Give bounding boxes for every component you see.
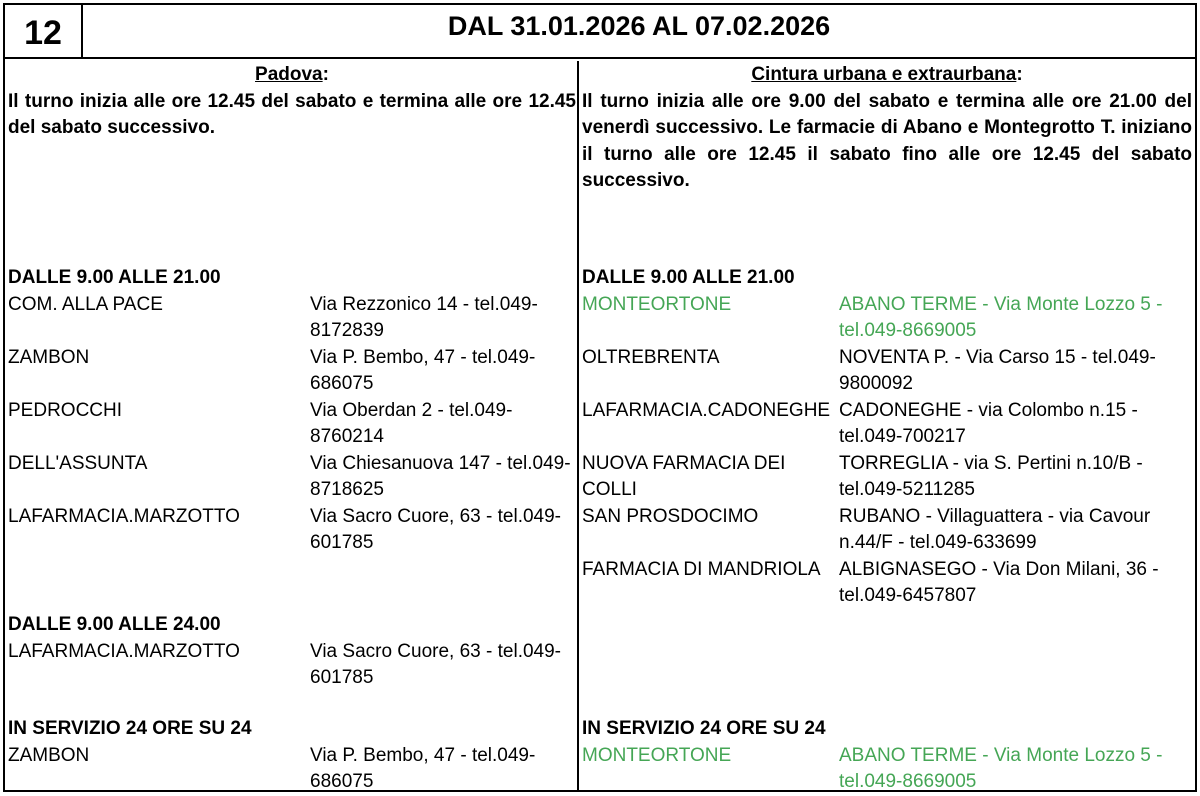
pharmacy-address: Via Chiesanuova 147 - tel.049-8718625 [310, 452, 571, 500]
pharmacy-address: Via P. Bembo, 47 - tel.049-686075 [310, 346, 536, 394]
pharmacy-name: LAFARMACIA.MARZOTTO [8, 640, 240, 662]
pharmacy-row [8, 504, 576, 557]
pharmacy-address: TORREGLIA - via S. Pertini n.10/B - tel.049-5211285 [839, 452, 1143, 500]
week-number: 12 [5, 5, 83, 57]
section [582, 265, 1192, 610]
pharmacy-name: PEDROCCHI [8, 399, 123, 421]
pharmacy-address: CADONEGHE - via Colombo n.15 - tel.049-700217 [839, 399, 1138, 447]
pharmacy-address: Via Oberdan 2 - tel.049-8760214 [310, 399, 513, 447]
pharmacy-name: LAFARMACIA.MARZOTTO [8, 505, 240, 527]
pharmacy-name: MONTEORTONE [582, 293, 732, 315]
column-title: Padova [255, 64, 323, 85]
section [582, 716, 1192, 796]
pharmacy-name: SAN PROSDOCIMO [582, 505, 759, 527]
section-heading: DALLE 9.00 ALLE 21.00 [8, 267, 221, 288]
intro-text: Il turno inizia alle ore 12.45 del sabato e termina alle ore 12.45 del sabato successivo. [8, 90, 576, 138]
pharmacy-name: FARMACIA DI MANDRIOLA [582, 558, 821, 580]
pharmacy-address: ALBIGNASEGO - Via Don Milani, 36 - tel.049-6457807 [839, 558, 1159, 606]
pharmacy-row [8, 292, 576, 345]
pharmacy-address: Via Rezzonico 14 - tel.049-8172839 [310, 293, 538, 341]
pharmacy-row [8, 639, 576, 692]
pharmacy-row [582, 557, 1192, 610]
pharmacy-address: Via P. Bembo, 47 - tel.049-686075 [310, 744, 536, 792]
pharmacy-address: Via Sacro Cuore, 63 - tel.049-601785 [310, 640, 562, 688]
pharmacy-name: DELL'ASSUNTA [8, 452, 148, 474]
pharmacy-row [582, 451, 1192, 504]
intro-text: Il turno inizia alle ore 9.00 del sabato e termina alle ore 21.00 del venerdì successivo. Le farmacie di Abano e Montegrotto T. iniziano il turno alle ore 12.45 il sabato fino alle ore 12.45 del sabato successivo. [582, 90, 1192, 191]
section-heading: DALLE 9.00 ALLE 24.00 [8, 614, 221, 635]
pharmacy-row [582, 398, 1192, 451]
column-title: Cintura urbana e extraurbana [751, 64, 1017, 85]
pharmacy-name: LAFARMACIA.CADONEGHE [582, 399, 831, 421]
section [8, 716, 576, 796]
section-heading: DALLE 9.00 ALLE 21.00 [582, 267, 795, 288]
section-heading: IN SERVIZIO 24 ORE SU 24 [582, 718, 826, 739]
pharmacy-address: Via Sacro Cuore, 63 - tel.049-601785 [310, 505, 562, 553]
section-heading: IN SERVIZIO 24 ORE SU 24 [8, 718, 252, 739]
document-frame [3, 3, 1197, 792]
pharmacy-address: NOVENTA P. - Via Carso 15 - tel.049-9800092 [839, 346, 1156, 394]
date-range-title: DAL 31.01.2026 AL 07.02.2026 [447, 11, 831, 41]
pharmacy-row [8, 345, 576, 398]
column-divider [577, 61, 579, 790]
pharmacy-row [8, 398, 576, 451]
cintura-column: Cintura urbana e extraurbana: Il turno inizia alle ore 9.00 del sabato e termina alle ore 21.00 del venerdì successivo. Le farmacie di Abano e Montegrotto T. iniziano il turno alle ore 12.45 il sabato fino alle ore 12.45 del sabato successivo. DALLE 9.00 ALLE 21.00 MONTEORTONE ABANO TERME - Via Monte Lozzo 5 - tel.049-8669005 OLTREBRENTA NOVENTA P. - Via Carso 15 - tel.049-9800092 LAFARMACIA.CADONEGHE CADONEGHE - via Colombo n.15 - tel.049-700217 NUOVA FARMACIA DEI COLLI TORREGLIA - via S. Pertini n.10/B - tel.049-5211285 SAN PROSDOCIMO RUBANO - Villaguattera - via Cavour n.44/F - tel.049-633699 FARMACIA DI MANDRIOLA ALBIGNASEGO - Via Don Milani, 36 - tel.049-6457807 IN SERVIZIO 24 ORE SU 24 MONTEORTONE ABANO TERME - Via Monte Lozzo 5 - tel.049-8669005 [582, 62, 1192, 195]
pharmacy-name: ZAMBON [8, 346, 90, 368]
pharmacy-row [582, 504, 1192, 557]
pharmacy-address: RUBANO - Villaguattera - via Cavour n.44/F - tel.049-633699 [839, 505, 1151, 553]
pharmacy-row [582, 743, 1192, 796]
padova-column: Padova: Il turno inizia alle ore 12.45 del sabato e termina alle ore 12.45 del sabato successivo. DALLE 9.00 ALLE 21.00 COM. ALLA PACE Via Rezzonico 14 - tel.049-8172839 ZAMBON Via P. Bembo, 47 - tel.049-686075 PEDROCCHI Via Oberdan 2 - tel.049-8760214 DELL'ASSUNTA Via Chiesanuova 147 - tel.049-8718625 LAFARMACIA.MARZOTTO Via Sacro Cuore, 63 - tel.049-601785 DALLE 9.00 ALLE 24.00 LAFARMACIA.MARZOTTO Via Sacro Cuore, 63 - tel.049-601785 IN SERVIZIO 24 ORE SU 24 ZAMBON Via P. Bembo, 47 - tel.049-686075 [8, 62, 576, 142]
section [8, 612, 576, 692]
pharmacy-name: ZAMBON [8, 744, 90, 766]
pharmacy-name: MONTEORTONE [582, 744, 732, 766]
pharmacy-name: OLTREBRENTA [582, 346, 720, 368]
section [8, 265, 576, 557]
pharmacy-row [8, 451, 576, 504]
pharmacy-address: ABANO TERME - Via Monte Lozzo 5 - tel.049-8669005 [839, 293, 1163, 341]
pharmacy-name: COM. ALLA PACE [8, 293, 163, 315]
pharmacy-row [582, 345, 1192, 398]
pharmacy-name: NUOVA FARMACIA DEI COLLI [582, 452, 786, 500]
header [5, 5, 1195, 59]
pharmacy-address: ABANO TERME - Via Monte Lozzo 5 - tel.049-8669005 [839, 744, 1163, 792]
pharmacy-row [8, 743, 576, 796]
pharmacy-row [582, 292, 1192, 345]
